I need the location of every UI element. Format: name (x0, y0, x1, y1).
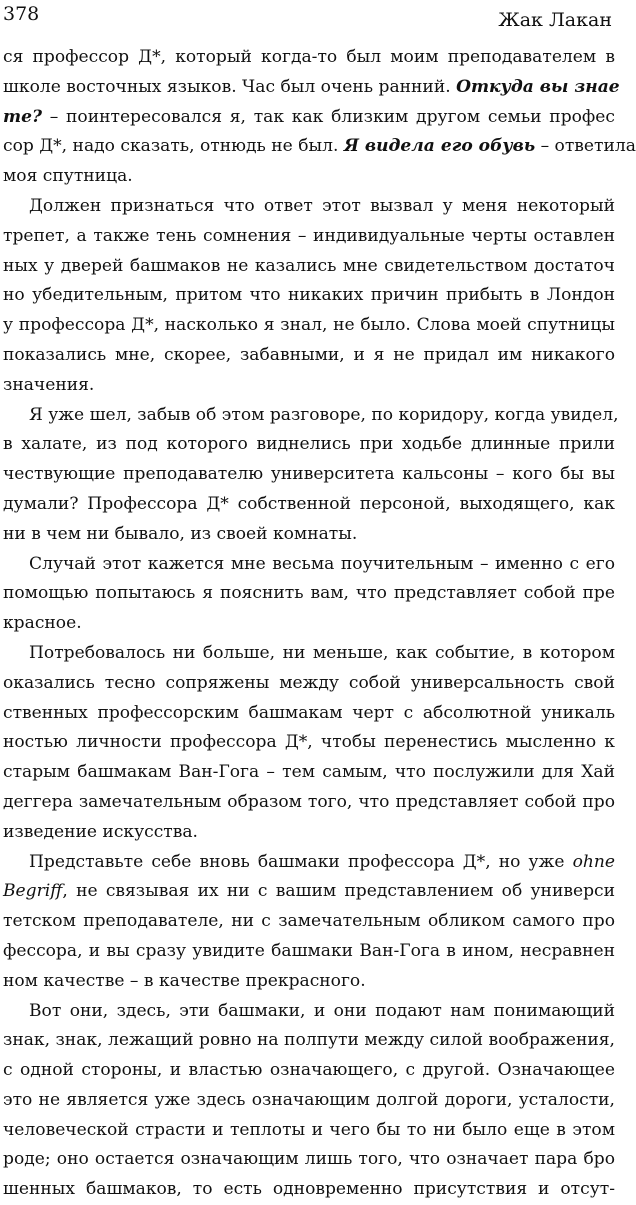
text-line (3, 579, 615, 609)
text-segment: шенных башмаков, то есть одновременно присутствия и отсут- (3, 1179, 615, 1200)
text-line (3, 222, 615, 252)
text-line (3, 758, 615, 788)
text-line (3, 311, 615, 341)
text-segment: значения. (3, 374, 95, 395)
text-line (3, 460, 615, 490)
emphasized-text: ohne (572, 851, 615, 872)
text-segment: фессора, и вы сразу увидите башмаки Ван-Гога в ином, несравнен (3, 940, 615, 961)
text-segment: – ответила (535, 136, 636, 157)
text-segment: Я уже шел, забыв об этом разговоре, по коридору, когда увидел, (29, 404, 619, 425)
text-segment: ном качестве – в качестве прекрасного. (3, 970, 366, 991)
text-line (3, 1116, 615, 1146)
text-line (3, 788, 615, 818)
text-segment: помощью попытаюсь я пояснить вам, что представляет собой пре (3, 583, 615, 604)
text-segment: моя спутница. (3, 166, 133, 187)
text-segment: с одной стороны, и властью означающего, с другой. Означающее (3, 1060, 615, 1081)
text-segment: думали? Профессора Д* собственной персоной, выходящего, как (3, 493, 615, 514)
emphasized-text: те? (3, 106, 42, 127)
text-line (3, 848, 615, 878)
text-line (3, 430, 615, 460)
text-segment: трепет, а также тень сомнения – индивидуальные черты оставлен (3, 225, 615, 246)
text-segment: Представьте себе вновь башмаки профессора Д*, но уже (29, 851, 573, 872)
text-segment: старым башмакам Ван-Гога – тем самым, что послужили для Хай (3, 762, 615, 783)
text-line (3, 1145, 615, 1175)
text-segment: ностью личности профессора Д*, чтобы перенестись мысленно к (3, 732, 615, 753)
emphasized-text: Откуда вы знае (456, 76, 620, 97)
text-line (3, 967, 615, 997)
text-segment: роде; оно остается означающим лишь того, что означает пара бро (3, 1149, 615, 1170)
text-segment: , не связывая их ни с вашим представлением об универси (62, 881, 615, 902)
text-line (3, 609, 615, 639)
text-segment: показались мне, скорее, забавными, и я не придал им никакого (3, 344, 615, 365)
text-segment: деггера замечательным образом того, что представляет собой про (3, 791, 615, 812)
text-line (3, 639, 615, 669)
text-segment: это не является уже здесь означающим долгой дороги, усталости, (3, 1089, 615, 1110)
text-line (3, 520, 615, 550)
text-line (3, 997, 615, 1027)
text-line (3, 728, 615, 758)
text-segment: в халате, из под которого виднелись при ходьбе длинные прили (3, 434, 615, 455)
text-segment: у профессора Д*, насколько я знал, не было. Слова моей спутницы (3, 315, 615, 336)
text-segment: Случай этот кажется мне весьма поучительным – именно с его (29, 553, 615, 574)
text-line (3, 669, 615, 699)
text-line (3, 550, 615, 580)
emphasized-text: Я видела его обувь (343, 136, 536, 157)
text-segment: но убедительным, притом что никаких причин прибыть в Лондон (3, 285, 615, 306)
text-line (3, 937, 615, 967)
page-number: 378 (3, 3, 40, 25)
text-segment: чествующие преподавателю университета кальсоны – кого бы вы (3, 464, 615, 485)
emphasized-text: Begriff (3, 881, 63, 902)
text-line (3, 1056, 615, 1086)
text-line (3, 162, 615, 192)
text-segment: ных у дверей башмаков не казались мне свидетельством достаточ (3, 255, 615, 276)
text-line (3, 401, 619, 431)
body-text (3, 43, 636, 1205)
text-segment: изведение искусства. (3, 821, 198, 842)
text-line (3, 371, 615, 401)
text-line (3, 1086, 615, 1116)
text-line (3, 73, 620, 103)
text-segment: Потребовалось ни больше, ни меньше, как событие, в котором (29, 642, 615, 663)
text-line (3, 699, 615, 729)
text-line (3, 192, 615, 222)
text-segment: знак, знак, лежащий ровно на полпути между силой воображения, (3, 1030, 615, 1051)
text-line (3, 490, 615, 520)
text-line (3, 252, 615, 282)
text-segment: ни в чем ни бывало, из своей комнаты. (3, 523, 358, 544)
text-segment: оказались тесно сопряжены между собой универсальность свой (3, 672, 615, 693)
text-segment: сор Д*, надо сказать, отнюдь не был. (3, 136, 344, 157)
text-segment: Должен признаться что ответ этот вызвал у меня некоторый (29, 195, 615, 216)
text-line (3, 43, 615, 73)
text-line (3, 1026, 615, 1056)
text-segment: красное. (3, 613, 82, 634)
text-line (3, 1175, 615, 1205)
text-segment: ся профессор Д*, который когда-то был моим преподавателем в (3, 47, 615, 67)
text-line (3, 103, 615, 133)
text-line (3, 281, 615, 311)
text-line (3, 907, 615, 937)
text-line (3, 132, 636, 162)
text-segment: Вот они, здесь, эти башмаки, и они подают нам понимающий (29, 1000, 615, 1021)
text-segment: школе восточных языков. Час был очень ранний. (3, 76, 457, 97)
text-line (3, 341, 615, 371)
text-segment: ственных профессорским башмакам черт с абсолютной уникаль (3, 702, 615, 723)
running-head-author: Жак Лакан (498, 9, 612, 31)
text-segment: тетском преподавателе, ни с замечательным обликом самого про (3, 911, 615, 932)
text-segment: – поинтересовался я, так как близким другом семьи профес (41, 106, 615, 127)
text-line (3, 877, 615, 907)
running-head (3, 2, 612, 32)
text-segment: человеческой страсти и теплоты и чего бы то ни было еще в этом (3, 1119, 615, 1140)
text-line (3, 818, 615, 848)
